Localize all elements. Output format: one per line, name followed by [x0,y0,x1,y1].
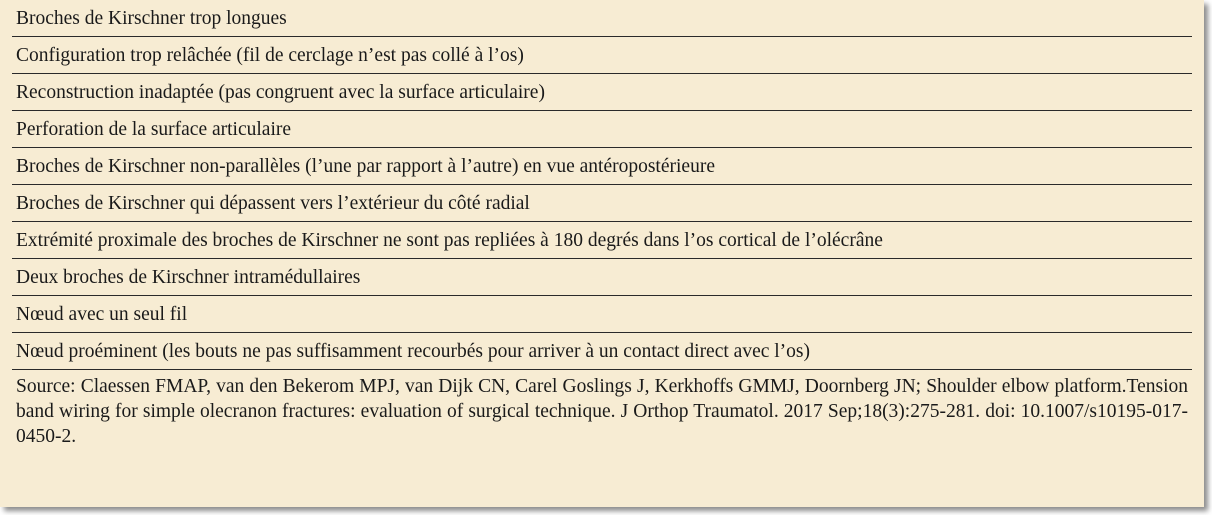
list-item: Reconstruction inadaptée (pas congruent avec la surface articulaire) [12,74,1192,111]
list-item: Extrémité proximale des broches de Kirschner ne sont pas repliées à 180 degrés dans l’os cortical de l’olécrâne [12,222,1192,259]
list-item: Broches de Kirschner trop longues [12,0,1192,37]
list-item: Nœud avec un seul fil [12,296,1192,333]
list-item: Broches de Kirschner qui dépassent vers l’extérieur du côté radial [12,185,1192,222]
list-item: Perforation de la surface articulaire [12,111,1192,148]
list-item: Configuration trop relâchée (fil de cerclage n’est pas collé à l’os) [12,37,1192,74]
list-item: Deux broches de Kirschner intramédullaires [12,259,1192,296]
source-citation: Source: Claessen FMAP, van den Bekerom MPJ, van Dijk CN, Carel Goslings J, Kerkhoffs GMMJ, Doornberg JN; Shoulder elbow platform.Tension band wiring for simple olecranon fractures: evaluation of surgical technique. J Orthop Traumatol. 2017 Sep;18(3):275-281. doi: 10.1007/s10195-017-0450-2. [16,376,1188,447]
error-list [12,0,1192,370]
list-item: Broches de Kirschner non-parallèles (l’une par rapport à l’autre) en vue antéropostérieure [12,148,1192,185]
list-item: Nœud proéminent (les bouts ne pas suffisamment recourbés pour arriver à un contact direct avec l’os) [12,333,1192,370]
